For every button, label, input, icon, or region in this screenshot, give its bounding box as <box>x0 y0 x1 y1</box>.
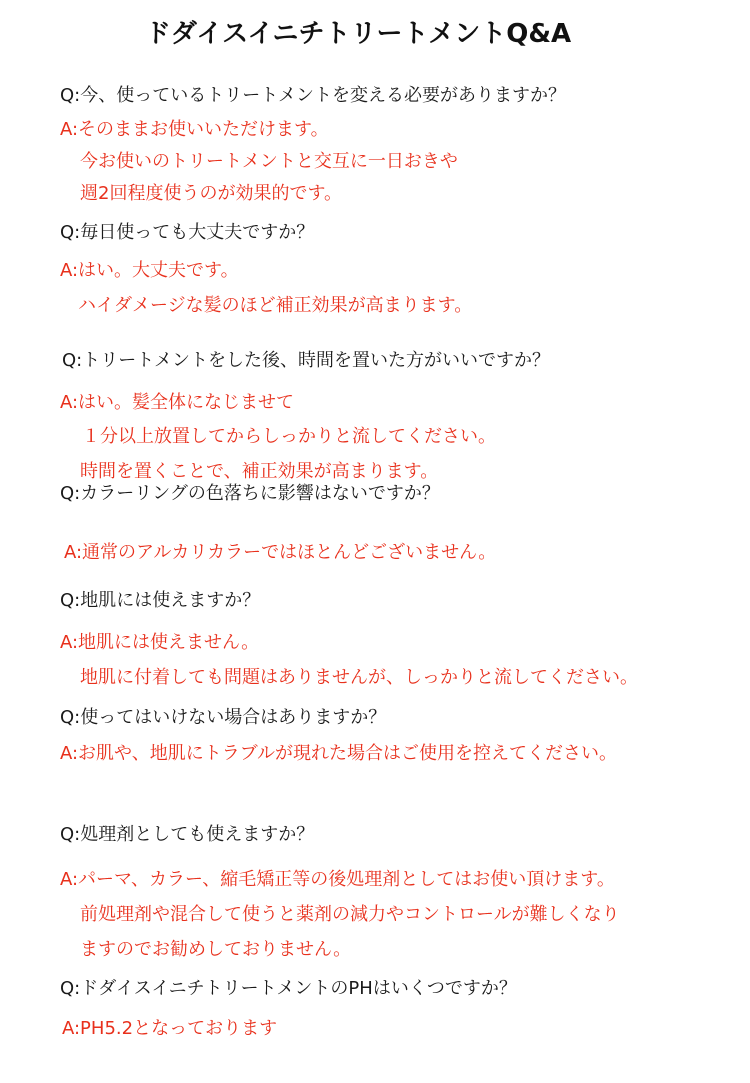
answer-1-line-2: 今お使いのトリートメントと交互に一日おきや <box>80 151 458 172</box>
answer-8-line-1: A:PH5.2となっております <box>62 1018 278 1039</box>
question-6: Q:使ってはいけない場合はありますか？ <box>60 707 387 728</box>
answer-7-line-2: 前処理剤や混合して使うと薬剤の減力やコントロールが難しくなり <box>80 904 620 925</box>
answer-1-line-3: 週2回程度使うのが効果的です。 <box>80 183 343 204</box>
answer-7-line-3: ますのでお勧めしておりません。 <box>80 939 352 960</box>
answer-4-line-1: A:通常のアルカリカラーではほとんどございません。 <box>64 542 497 563</box>
answer-7-line-1: A:パーマ、カラー、縮毛矯正等の後処理剤としてはお使い頂けます。 <box>60 869 615 890</box>
question-4: Q:カラーリングの色落ちに影響はないですか？ <box>60 483 440 504</box>
answer-1-line-1: A:そのままお使いいただけます。 <box>60 119 329 140</box>
answer-3-line-3: 時間を置くことで、補正効果が高まります。 <box>80 461 439 482</box>
answer-2-line-1: A:はい。大丈夫です。 <box>60 260 239 281</box>
answer-3-line-1: A:はい。髪全体になじませて <box>60 392 295 413</box>
question-5: Q:地肌には使えますか？ <box>60 590 261 611</box>
answer-2-line-2: ハイダメージな髪のほど補正効果が高まります。 <box>78 295 473 316</box>
page-title: ドダイスイニチトリートメントQ&A <box>144 19 572 49</box>
question-8: Q:ドダイスイニチトリートメントのPHはいくつですか？ <box>60 978 517 999</box>
question-2: Q:毎日使っても大丈夫ですか？ <box>60 222 315 243</box>
answer-5-line-2: 地肌に付着しても問題はありませんが、しっかりと流してください。 <box>80 667 638 688</box>
question-1: Q:今、使っているトリートメントを変える必要がありますか？ <box>60 85 567 106</box>
answer-3-line-2: １分以上放置してからしっかりと流してください。 <box>82 426 496 447</box>
answer-5-line-1: A:地肌には使えません。 <box>60 632 260 653</box>
question-3: Q:トリートメントをした後、時間を置いた方がいいですか？ <box>62 350 551 371</box>
answer-6-line-1: A:お肌や、地肌にトラブルが現れた場合はご使用を控えてください。 <box>60 743 617 764</box>
question-7: Q:処理剤としても使えますか？ <box>60 824 315 845</box>
